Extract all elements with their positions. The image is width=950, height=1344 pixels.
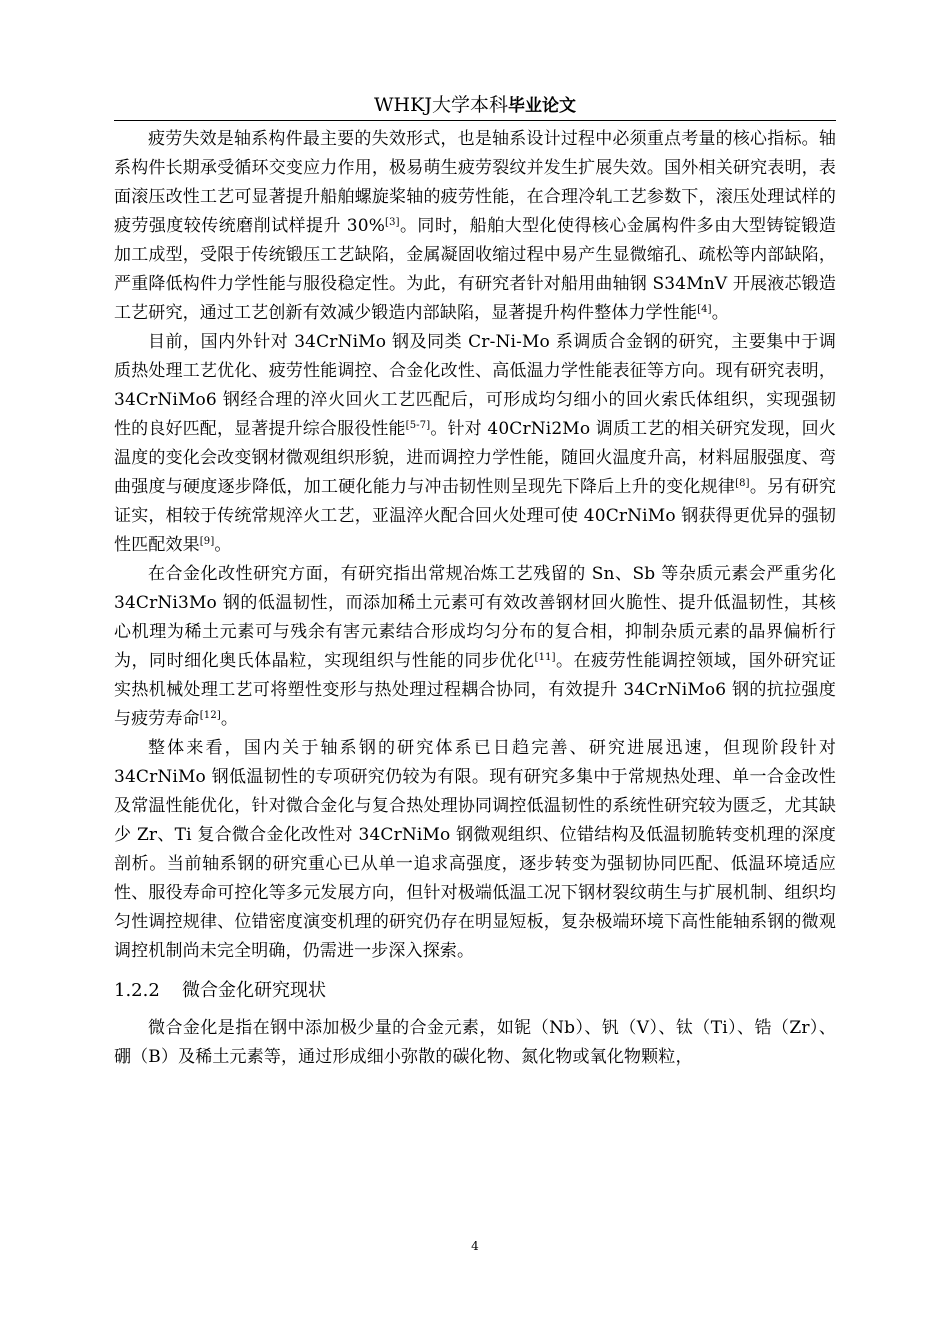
citation-ref: [3] [385,217,400,228]
header-title-bold: 毕业论文 [507,96,576,116]
citation-ref: [12] [199,710,221,721]
paragraph-text: 在合金化改性研究方面，有研究指出常规冶炼工艺残留的 Sn、Sb 等杂质元素会严重劣化 34CrNi3Mo 钢的低温韧性，而添加稀土元素可有效改善钢材回火脆性、提升低温韧性，其核心机理为稀土元素可与残余有害元素结合形成均匀分布的复合相，抑制杂质元素的晶界偏析行为，同时细化奥氏体晶粒，实现组织与性能的同步优化 [114,564,836,671]
paragraph-5 [114,1014,836,1072]
paragraph-1 [114,125,836,328]
section-title: 微合金化研究现状 [182,980,326,1001]
paragraph-3 [114,560,836,734]
section-heading [114,974,836,1008]
paragraph-4 [114,734,836,966]
paragraph-text: 。 [214,535,232,555]
paragraph-text: 目前，国内外针对 34CrNiMo 钢及同类 Cr-Ni-Mo 系调质合金钢的研究，主要集中于调质热处理工艺优化、疲劳性能调控、合金化改性、高低温力学性能表征等方向。现有研究表明，34CrNiMo6 钢经合理的淬火回火工艺匹配后，可形成均匀细小的回火索氏体组织，实现强韧性的良好匹配，显著提升综合服役性能 [114,332,836,439]
body-text [114,125,836,1072]
paragraph-text: 。 [711,303,729,323]
running-header [114,92,836,119]
paragraph-text: 。另有研究证实，相较于传统常规淬火工艺，亚温淬火配合回火处理可使 40CrNiMo 钢获得更优异的强韧性匹配效果 [114,477,836,555]
paragraph-text: 。 [220,709,239,729]
paragraph-text: 。针对 40CrNi2Mo 调质工艺的相关研究发现，回火温度的变化会改变钢材微观组织形貌，进而调控力学性能，随回火温度升高，材料屈服强度、弯曲强度与硬度逐步降低，加工硬化能力与冲击韧性则呈现先下降后上升的变化规律 [114,419,836,497]
citation-ref: [9] [199,536,215,547]
paragraph-text: 微合金化是指在钢中添加极少量的合金元素，如铌（Nb）、钒（V）、钛（Ti）、锆（Zr）、硼（B）及稀土元素等，通过形成细小弥散的碳化物、氮化物或氧化物颗粒， [114,1018,836,1067]
citation-ref: [4] [697,304,712,315]
paragraph-text: 。同时，船舶大型化使得核心金属构件多由大型铸锭锻造加工成型，受限于传统锻压工艺缺陷，金属凝固收缩过程中易产生显微缩孔、疏松等内部缺陷，严重降低构件力学性能与服役稳定性。为此，有研究者针对船用曲轴钢 S34MnV 开展液芯锻造工艺研究，通过工艺创新有效减少锻造内部缺陷，显著提升构件整体力学性能 [114,216,837,323]
paragraph-text: 。在疲劳性能调控领域，国外研究证实热机械处理工艺可将塑性变形与热处理过程耦合协同，有效提升 34CrNiMo6 钢的抗拉强度与疲劳寿命 [114,651,836,729]
paragraph-2 [114,328,836,560]
citation-ref: [11] [534,652,556,663]
page-number: 4 [471,1239,479,1253]
section-number: 1.2.2 [114,980,160,1001]
citation-ref: [5-7] [405,420,431,431]
paragraph-text: 疲劳失效是轴系构件最主要的失效形式，也是轴系设计过程中必须重点考量的核心指标。轴系构件长期承受循环交变应力作用，极易萌生疲劳裂纹并发生扩展失效。国外相关研究表明，表面滚压改性工艺可显著提升船舶螺旋桨轴的疲劳性能，在合理冷轧工艺参数下，滚压处理试样的疲劳强度较传统磨削试样提升 30% [114,129,836,236]
header-title-plain: WHKJ大学本科 [374,94,508,116]
citation-ref: [8] [735,478,750,489]
paragraph-text: 整体来看，国内关于轴系钢的研究体系已日趋完善、研究进展迅速，但现阶段针对 34CrNiMo 钢低温韧性的专项研究仍较为有限。现有研究多集中于常规热处理、单一合金改性及常温性能优化，针对微合金化与复合热处理协同调控低温韧性的系统性研究较为匮乏，尤其缺少 Zr、Ti 复合微合金化改性对 34CrNiMo 钢微观组织、位错结构及低温韧脆转变机理的深度剖析。当前轴系钢的研究重心已从单一追求高强度，逐步转变为强韧协同匹配、低温环境适应性、服役寿命可控化等多元发展方向，但针对极端低温工况下钢材裂纹萌生与扩展机制、组织均匀性调控规律、位错密度演变机理的研究仍存在明显短板，复杂极端环境下高性能轴系钢的微观调控机制尚未完全明确，仍需进一步深入探索。 [114,738,836,961]
header-rule [114,120,836,121]
